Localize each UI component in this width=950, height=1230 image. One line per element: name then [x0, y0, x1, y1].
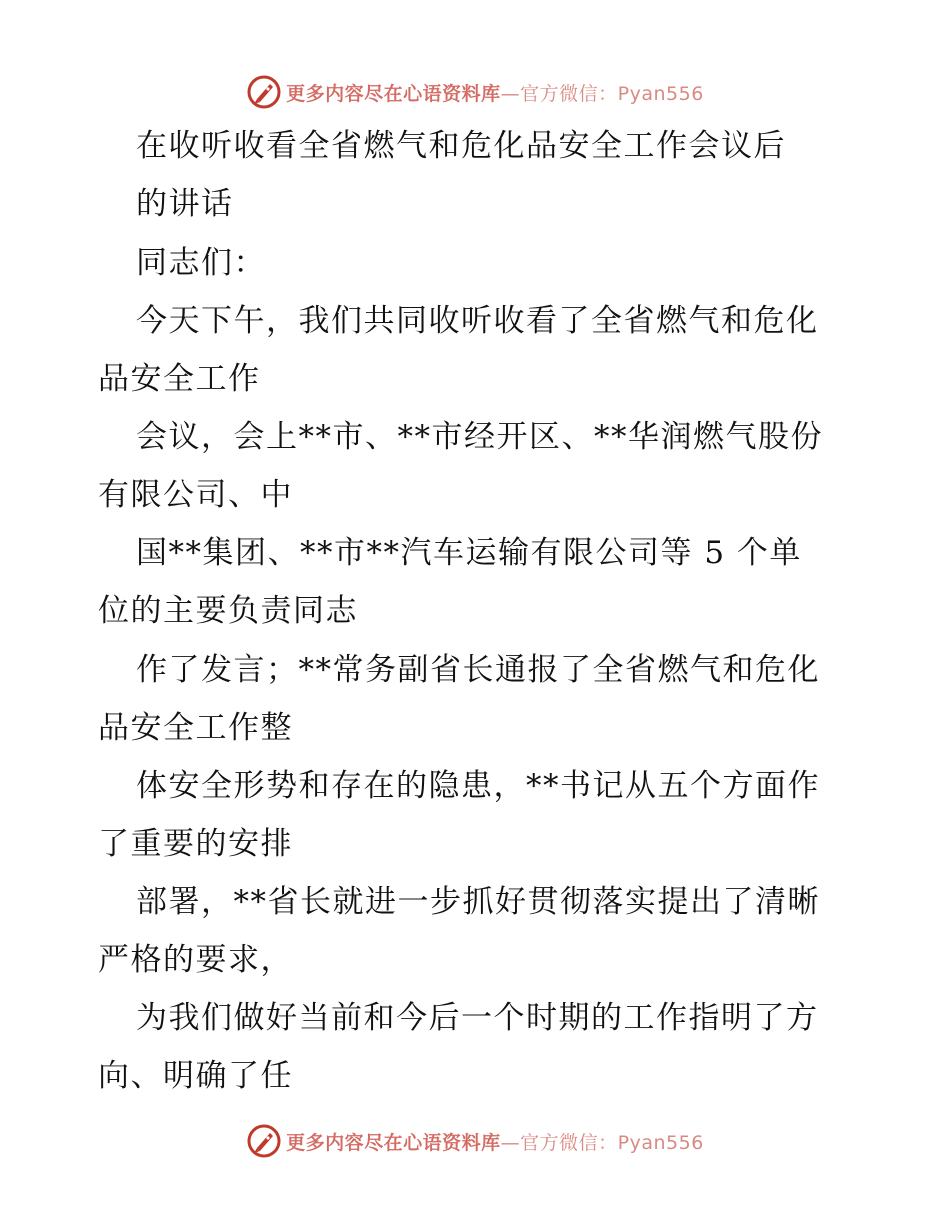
paragraph-line: 品安全工作 [98, 361, 261, 397]
banner-contact: 官方微信：Pyan556 [520, 1131, 704, 1154]
banner-text [286, 79, 704, 106]
paragraph-line: 部署，**省长就进一步抓好贯彻落实提出了清晰 [136, 884, 820, 920]
pen-nib-logo-icon [246, 1123, 282, 1159]
paragraph-line: 为我们做好当前和今后一个时期的工作指明了方 [136, 1000, 819, 1036]
paragraph-line: 位的主要负责同志 [98, 593, 358, 629]
paragraph-line: 严格的要求， [98, 942, 293, 978]
paragraph-line: 会议，会上**市、**市经开区、**华润燃气股份 [136, 419, 823, 455]
pen-nib-logo-icon [246, 74, 282, 110]
paragraph-line: 向、明确了任 [98, 1058, 293, 1094]
banner-text [286, 1128, 704, 1155]
paragraph-line: 国**集团、**市**汽车运输有限公司等 5 个单 [136, 535, 802, 571]
paragraph-line: 作了发言；**常务副省长通报了全省燃气和危化 [136, 652, 820, 688]
paragraph-line: 了重要的安排 [98, 826, 293, 862]
paragraph-line: 今天下午，我们共同收听收看了全省燃气和危化 [136, 303, 819, 339]
banner-dash: — [500, 82, 521, 105]
banner-contact: 官方微信：Pyan556 [520, 82, 704, 105]
salutation: 同志们： [136, 245, 266, 281]
banner-dash: — [500, 1131, 521, 1154]
document-title-line-2: 的讲话 [136, 186, 234, 222]
paragraph-line: 体安全形势和存在的隐患，**书记从五个方面作 [136, 768, 820, 804]
header-banner [0, 72, 950, 112]
banner-lead: 更多内容尽在心语资料库 [286, 1131, 501, 1154]
footer-banner [0, 1121, 950, 1161]
paragraph-line: 有限公司、中 [98, 477, 293, 513]
banner-lead: 更多内容尽在心语资料库 [286, 82, 501, 105]
document-title-line-1: 在收听收看全省燃气和危化品安全工作会议后 [136, 128, 786, 164]
paragraph-line: 品安全工作整 [98, 710, 293, 746]
